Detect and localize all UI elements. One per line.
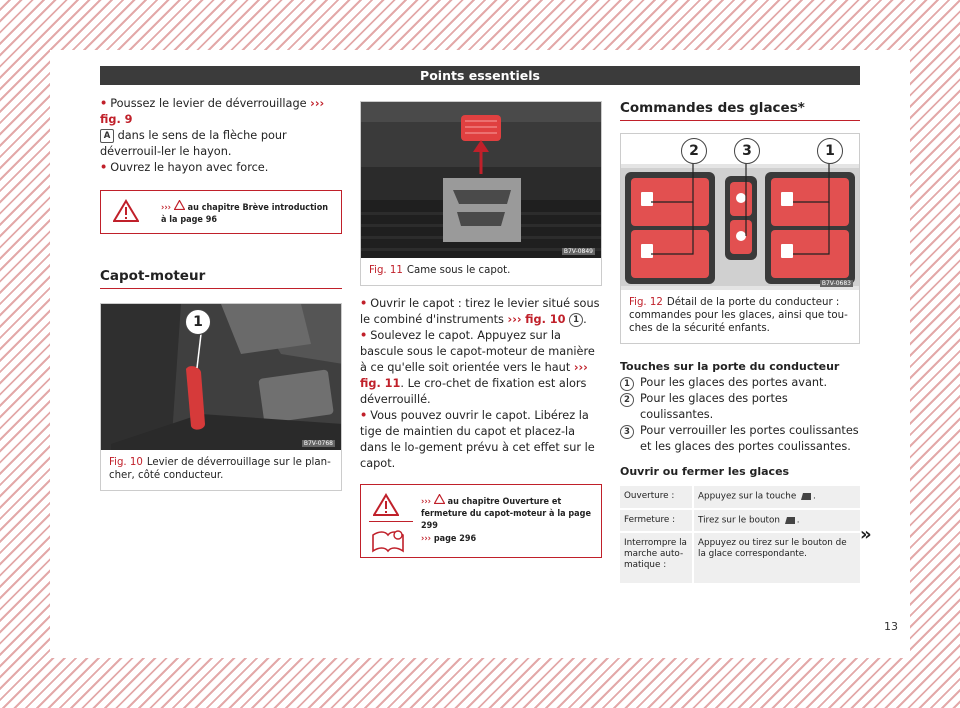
page-number: 13 — [884, 620, 898, 633]
fig11-caption: Fig. 11 Came sous le capot. — [369, 265, 511, 276]
page-ref[interactable]: page 296 — [433, 534, 477, 544]
col2-bullet-2: • Soulevez le capot. Appuyez sur la bascule sous le capot-moteur de manière à ce qu'elle soit orientée vers le haut ››› fig. 11. Le cro-chet de fixation est alors déverrouillé. — [360, 329, 595, 406]
col1-bullet-1: • Poussez le levier de déverrouillage ››› fig. 9 A dans le sens de la flèche pour déverrouil-ler le hayon. — [100, 97, 325, 158]
callout-1: 1 — [185, 309, 211, 335]
bullet-icon: • — [360, 329, 368, 342]
continue-mark: » — [860, 524, 872, 545]
warning-box: ››› au chapitre Brève introduction à la page 96 — [100, 190, 342, 234]
list-item: 3 Pour verrouiller les portes coulissantes et les glaces des portes coulissantes. — [620, 423, 860, 455]
fig-link[interactable]: fig. 9 — [100, 113, 133, 126]
floor-lever-illustration — [101, 304, 341, 450]
marker-1: 1 — [569, 313, 583, 327]
hood-catch-illustration — [361, 102, 601, 258]
column-2 — [360, 101, 602, 558]
list-item: 1 Pour les glaces des portes avant. — [620, 375, 860, 391]
figure-11 — [360, 101, 602, 286]
callout-3: 3 — [734, 138, 760, 164]
col1-bullet-2: • Ouvrez le hayon avec force. — [100, 161, 269, 174]
bullet-icon: • — [360, 297, 368, 310]
list-item: 2 Pour les glaces des portes coulissantes. — [620, 391, 860, 423]
col2-bullet-1: • Ouvrir le capot : tirez le levier situé sous le combiné d'instruments ››› fig. 10 1 . — [360, 297, 600, 326]
small-warning-icon — [434, 494, 445, 504]
touches-title: Touches sur la porte du conducteur — [620, 360, 840, 373]
window-switch-icon — [783, 515, 797, 525]
fig10-caption: Fig. 10 Levier de déverrouillage sur le plan-cher, côté conducteur. — [109, 457, 331, 481]
callout-1: 1 — [817, 138, 843, 164]
image-code: B7V-0768 — [303, 440, 333, 447]
fig11-photo — [361, 102, 601, 258]
section-title-glaces: Commandes des glaces* — [620, 100, 860, 121]
col2-bullet-3: • Vous pouvez ouvrir le capot. Libérez la tige de maintien du capot et placez-la dans le lo-gement prévu à cet effet sur le capot. — [360, 409, 595, 470]
bullet-icon: • — [100, 97, 108, 110]
window-switch-icon — [799, 491, 813, 501]
warning-box: ››› au chapitre Ouverture et fermeture du capot-moteur à la page 299 ››› page 296 — [360, 484, 602, 558]
column-1 — [100, 96, 342, 491]
image-code: B7V-0849 — [563, 248, 593, 255]
table-row: Ouverture : Appuyez sur la touche . — [620, 486, 860, 509]
warning-ref-text[interactable]: au chapitre Ouverture et fermeture du capot-moteur à la page 299 — [421, 497, 591, 531]
bullet-icon: • — [360, 409, 368, 422]
warning-triangle-icon — [373, 493, 399, 517]
section-title-capot: Capot-moteur — [100, 268, 342, 289]
figure-12 — [620, 133, 860, 344]
handbook-icon — [371, 529, 405, 553]
warning-triangle-icon — [113, 199, 139, 223]
marker-a: A — [100, 129, 114, 143]
page-header: Points essentiels — [100, 66, 860, 85]
small-warning-icon — [174, 200, 185, 210]
column-3 — [620, 96, 860, 585]
fig12-caption: Fig. 12 Détail de la porte du conducteur : commandes pour les glaces, ainsi que tou-ches de la sécurité enfants. — [629, 297, 848, 334]
fig-link[interactable]: fig. 11 — [360, 377, 401, 390]
warning-ref-text[interactable]: au chapitre Brève introduction à la page 96 — [161, 203, 329, 225]
fig-link[interactable]: fig. 10 — [525, 313, 566, 326]
open-close-title: Ouvrir ou fermer les glaces — [620, 465, 790, 478]
instructions-table — [620, 486, 860, 585]
table-row: Interrompre la marche auto-matique : Appuyez ou tirez sur le bouton de la glace correspondante. — [620, 532, 860, 584]
image-code: B7V-0683 — [821, 280, 851, 287]
bullet-icon: • — [100, 161, 108, 174]
fig12-photo — [621, 134, 859, 290]
figure-10 — [100, 303, 342, 491]
table-row: Fermeture : Tirez sur le bouton . — [620, 509, 860, 533]
touches-list — [620, 375, 860, 455]
fig10-photo — [101, 304, 341, 450]
callout-2: 2 — [681, 138, 707, 164]
